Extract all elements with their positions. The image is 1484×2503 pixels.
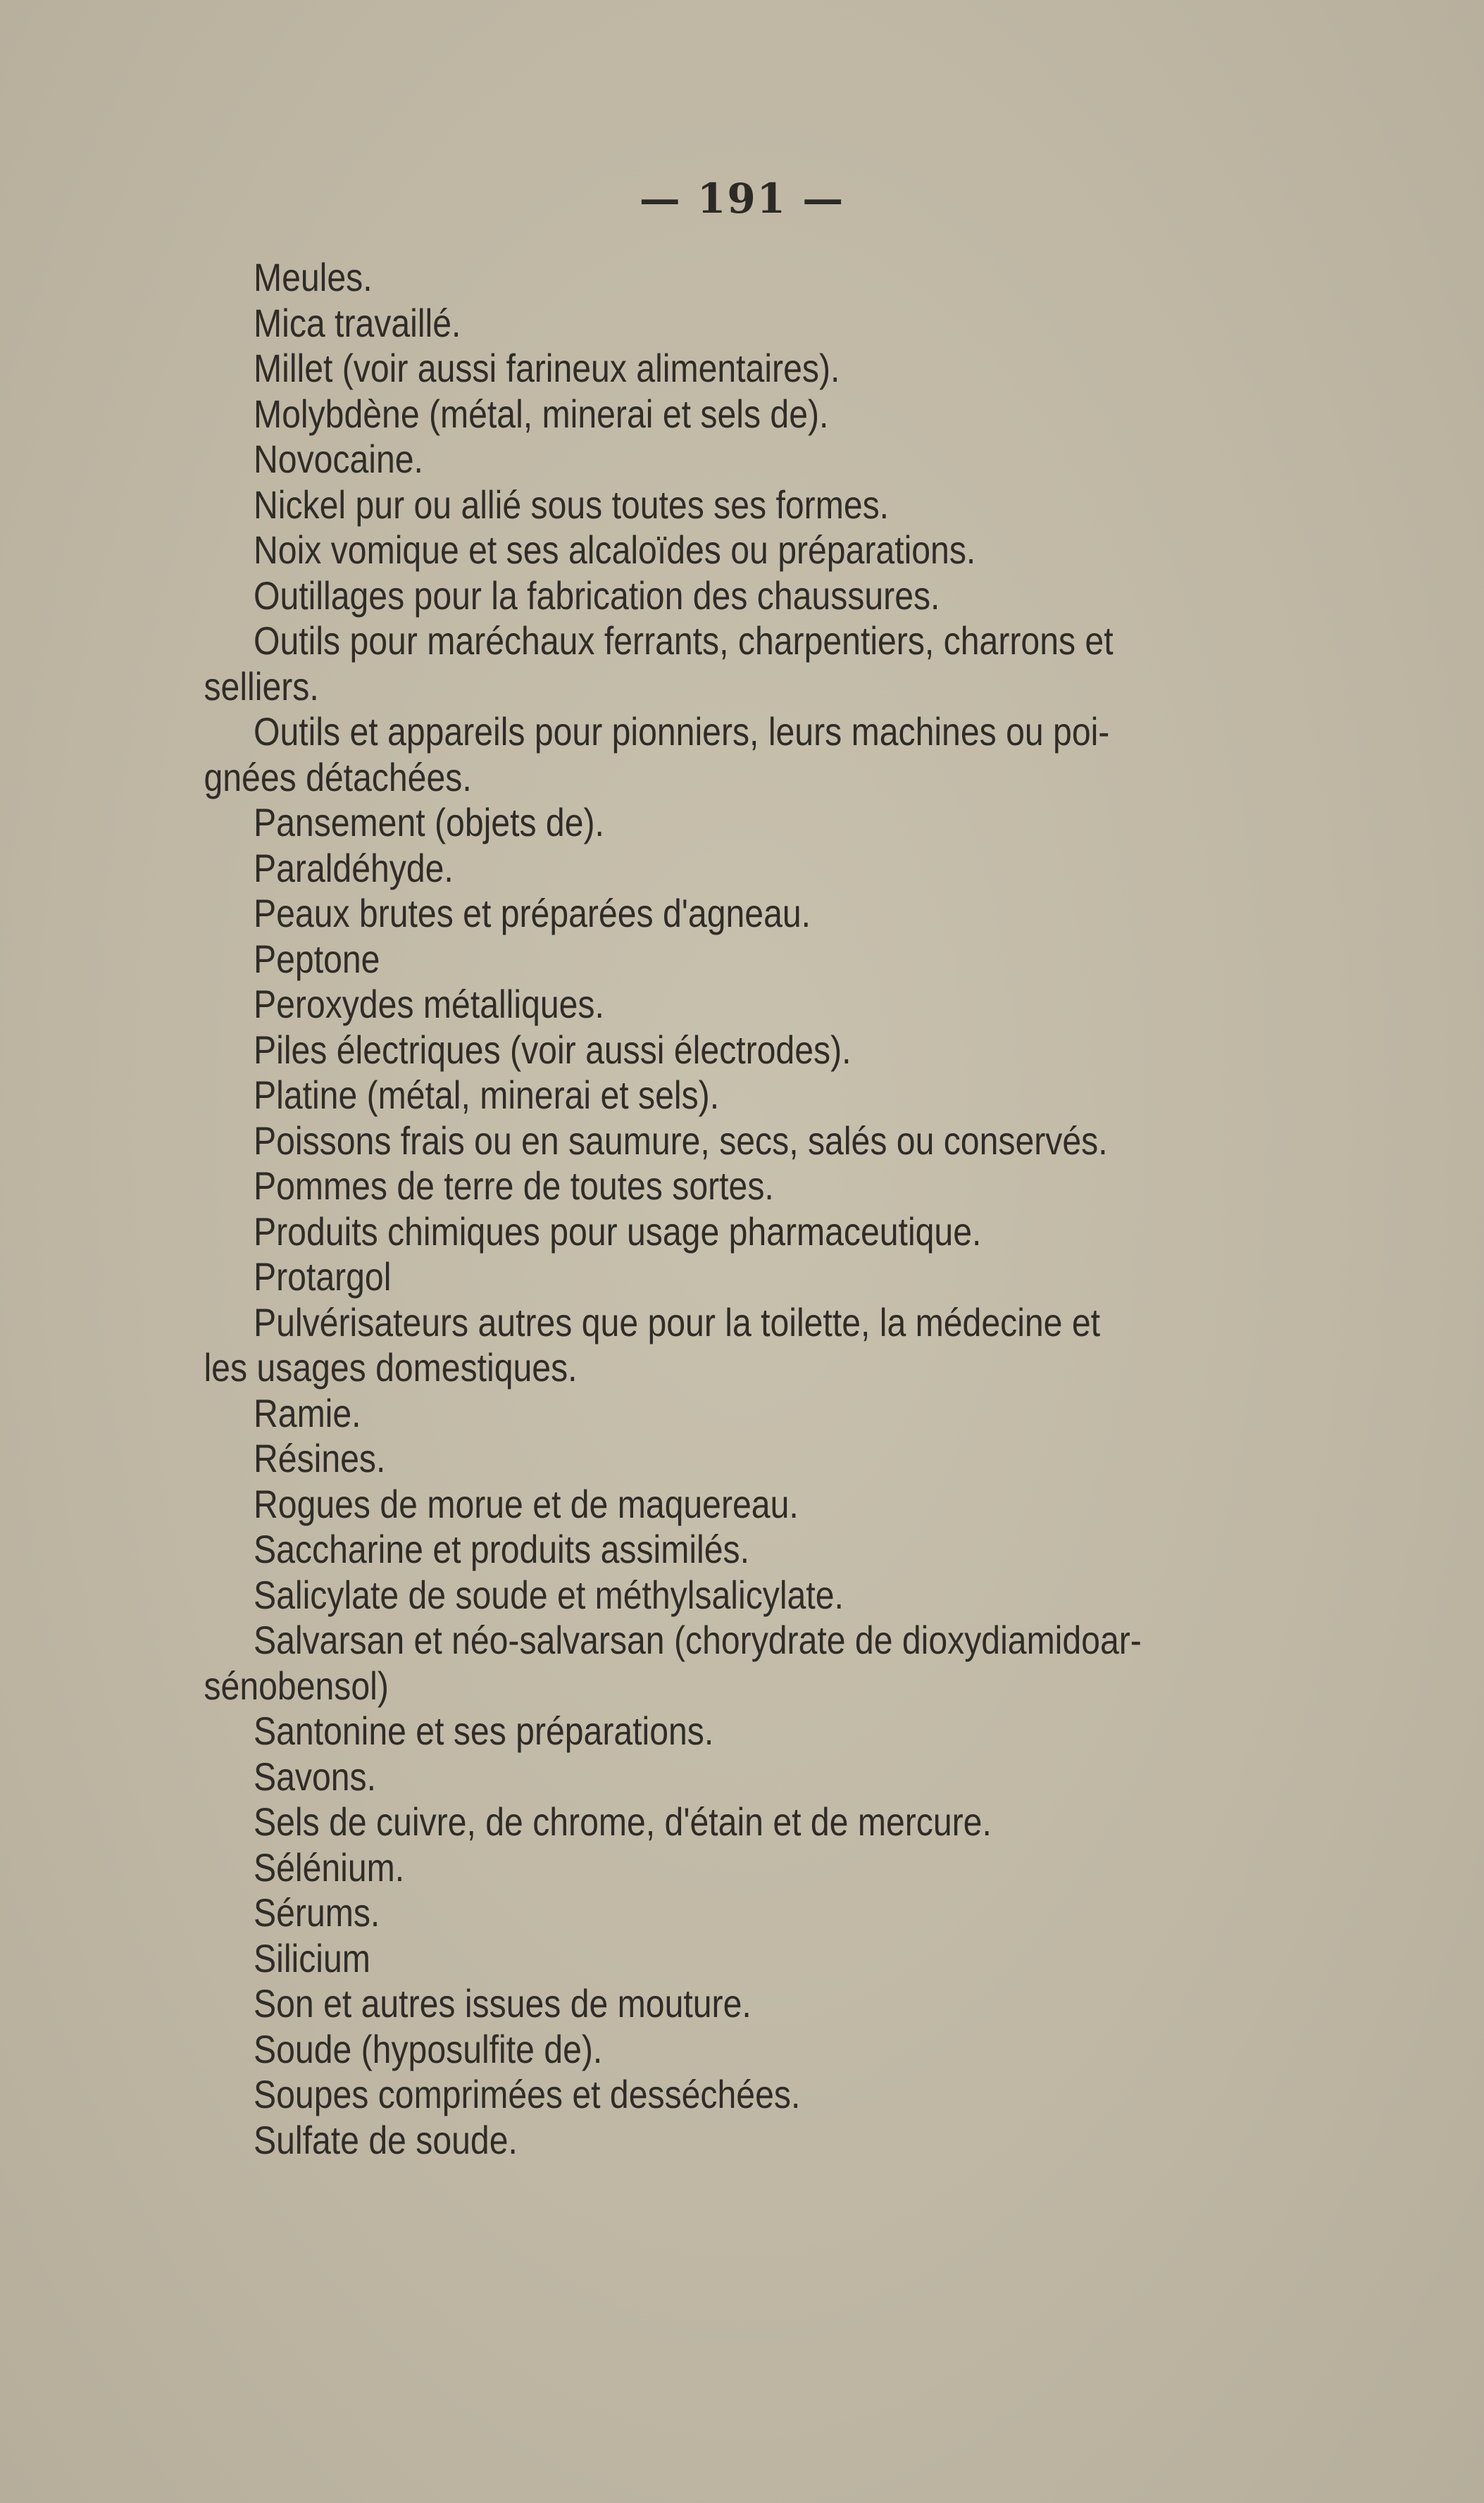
- list-item: Silicium: [254, 1935, 370, 1980]
- list-item: Paraldéhyde.: [254, 845, 454, 890]
- list-item: Sels de cuivre, de chrome, d'étain et de mercure.: [254, 1799, 992, 1844]
- list-item: Outils pour maréchaux ferrants, charpentiers, charrons et: [254, 618, 1114, 663]
- list-item: Protargol: [254, 1254, 392, 1299]
- list-item: Peaux brutes et préparées d'agneau.: [254, 891, 811, 935]
- list-item: Outils et appareils pour pionniers, leurs machines ou poi-: [254, 709, 1110, 754]
- list-item-continuation: gnées détachées.: [204, 754, 472, 799]
- list-item: Savons.: [254, 1754, 377, 1799]
- list-item: Poissons frais ou en saumure, secs, salés ou conservés.: [254, 1118, 1108, 1163]
- list-item: Soude (hyposulfite de).: [254, 2026, 603, 2071]
- list-item: Millet (voir aussi farineux alimentaires).: [254, 346, 840, 390]
- list-item-continuation: les usages domestiques.: [204, 1345, 578, 1390]
- list-item: Santonine et ses préparations.: [254, 1709, 714, 1753]
- page-number: — 191 —: [639, 175, 845, 223]
- list-item: Pulvérisateurs autres que pour la toilette, la médecine et: [254, 1299, 1101, 1344]
- list-item: Son et autres issues de mouture.: [254, 1981, 752, 2026]
- list-item: Peroxydes métalliques.: [254, 982, 604, 1026]
- list-item: Noix vomique et ses alcaloïdes ou préparations.: [254, 528, 976, 572]
- entry-list: [204, 255, 1186, 2163]
- list-item: Saccharine et produits assimilés.: [254, 1527, 749, 1571]
- list-item: Nickel pur ou allié sous toutes ses formes.: [254, 482, 890, 527]
- list-item-continuation: sénobensol): [204, 1663, 389, 1708]
- list-item: Molybdène (métal, minerai et sels de).: [254, 391, 829, 436]
- list-item-continuation: selliers.: [204, 663, 319, 709]
- list-item: Meules.: [254, 255, 373, 299]
- list-item: Ramie.: [254, 1390, 361, 1435]
- list-item: Salvarsan et néo-salvarsan (chorydrate de dioxydiamidoar-: [254, 1618, 1142, 1662]
- list-item: Piles électriques (voir aussi électrodes).: [254, 1027, 852, 1072]
- list-item: Mica travaillé.: [254, 300, 461, 345]
- list-item: Sélénium.: [254, 1845, 405, 1890]
- list-item: Peptone: [254, 936, 380, 981]
- list-item: Sulfate de soude.: [254, 2117, 518, 2162]
- list-item: Produits chimiques pour usage pharmaceutique.: [254, 1209, 982, 1254]
- list-item: Novocaine.: [254, 437, 423, 481]
- list-item: Salicylate de soude et méthylsalicylate.: [254, 1572, 844, 1617]
- list-item: Pommes de terre de toutes sortes.: [254, 1163, 774, 1208]
- list-item: Pansement (objets de).: [254, 800, 604, 844]
- list-item: Rogues de morue et de maquereau.: [254, 1481, 799, 1526]
- list-item: Soupes comprimées et desséchées.: [254, 2072, 801, 2116]
- list-item: Outillages pour la fabrication des chaussures.: [254, 573, 940, 618]
- list-item: Résines.: [254, 1436, 386, 1480]
- list-item: Platine (métal, minerai et sels).: [254, 1073, 720, 1117]
- list-item: Sérums.: [254, 1890, 380, 1935]
